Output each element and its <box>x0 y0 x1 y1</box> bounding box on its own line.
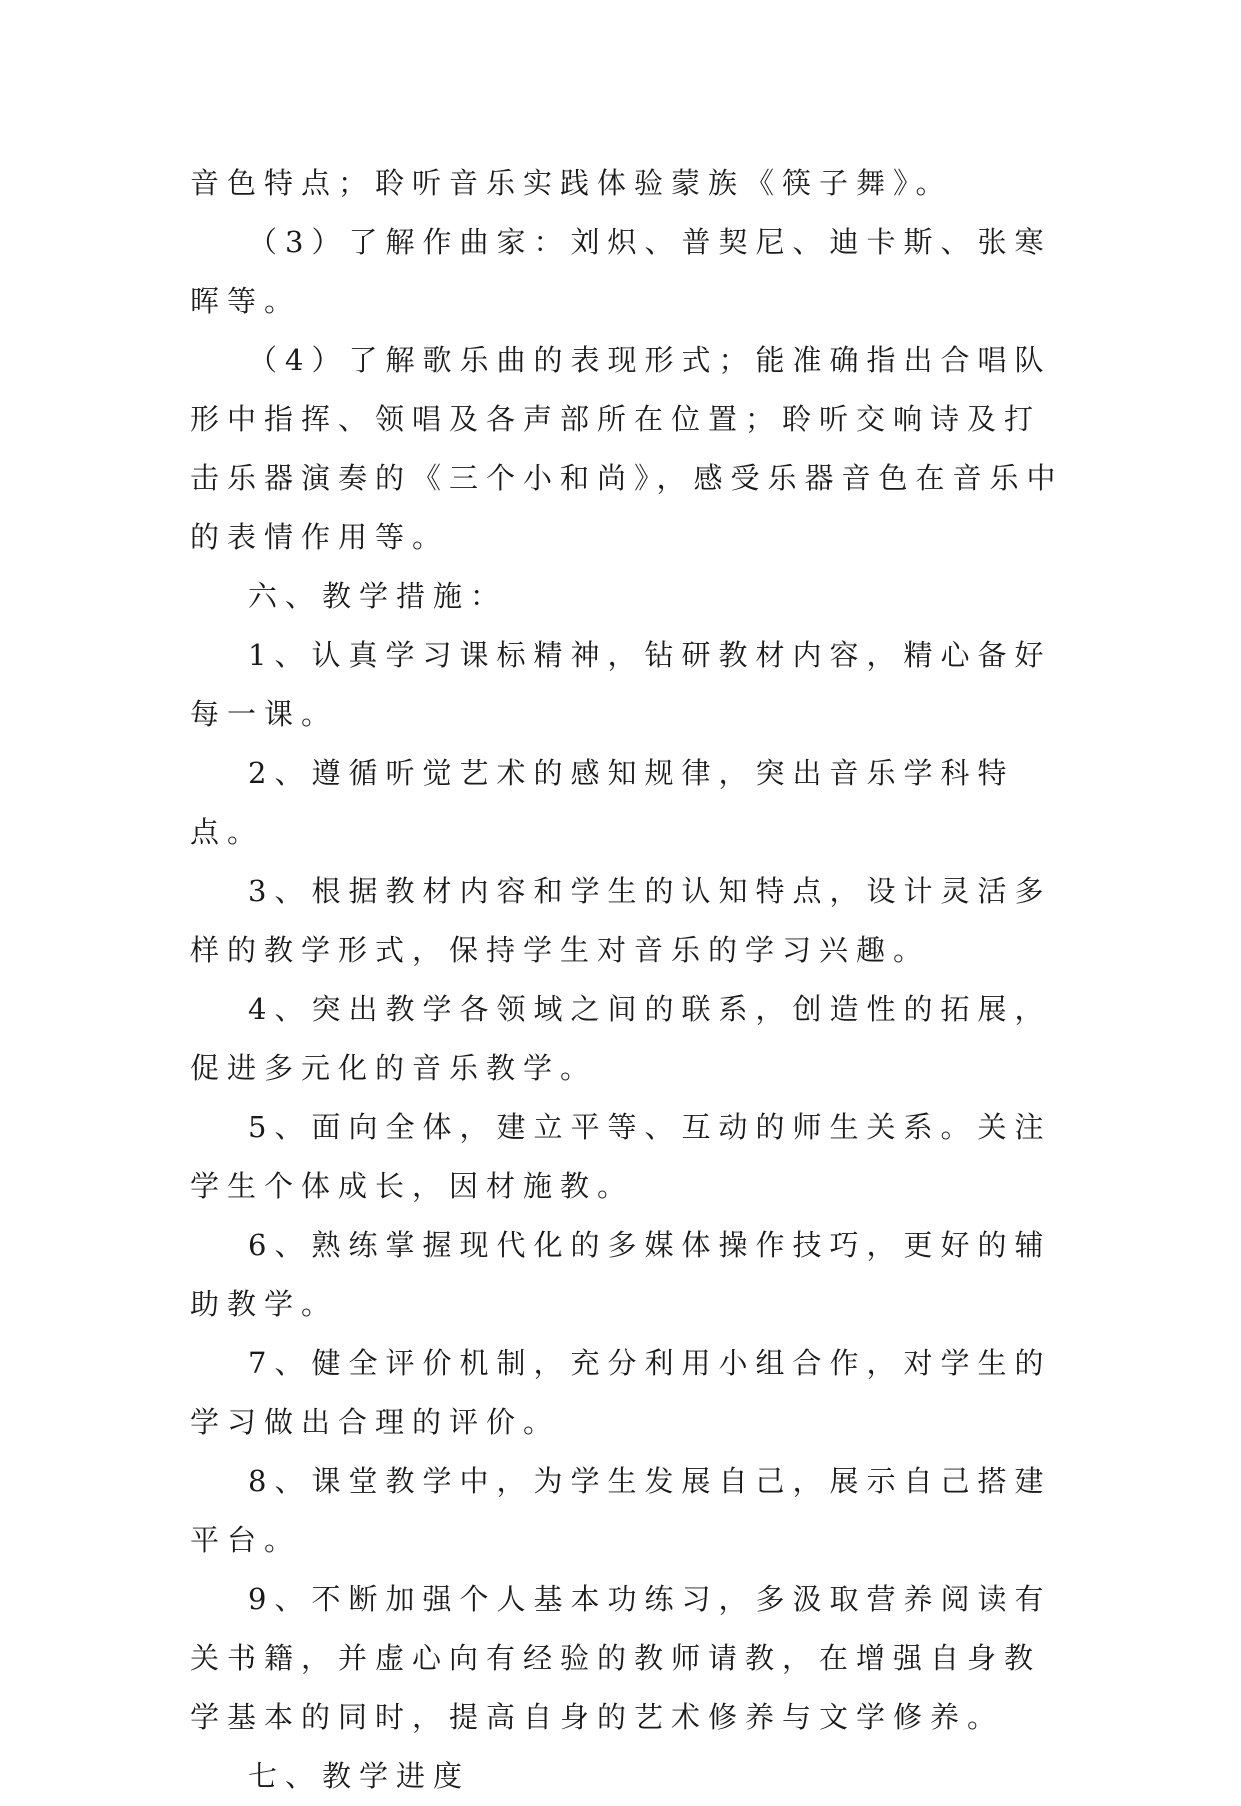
section-heading-measures: 六、教学措施： <box>248 579 508 613</box>
measure-item-5: 5、面向全体，建立平等、互动的师生关系。关注学生个体成长，因材施教。 <box>190 1110 1052 1203</box>
paragraph-composers: （3）了解作曲家：刘炽、普契尼、迪卡斯、张寒晖等。 <box>190 225 1052 318</box>
paragraph-continuation: 音色特点；聆听音乐实践体验蒙族《筷子舞》。 <box>190 166 953 200</box>
measure-item-1: 1、认真学习课标精神，钻研教材内容，精心备好每一课。 <box>190 638 1052 731</box>
measure-item-4: 4、突出教学各领域之间的联系，创造性的拓展，促进多元化的音乐教学。 <box>190 992 1052 1085</box>
measure-item-9: 9、不断加强个人基本功练习，多汲取营养阅读有关书籍，并虚心向有经验的教师请教，在增强自身教学基本的同时，提高自身的艺术修养与文学修养。 <box>190 1582 1052 1734</box>
measure-item-6: 6、熟练掌握现代化的多媒体操作技巧，更好的辅助教学。 <box>190 1228 1052 1321</box>
measure-item-2: 2、遵循听觉艺术的感知规律，突出音乐学科特点。 <box>190 756 1015 849</box>
paragraph-forms: （4）了解歌乐曲的表现形式；能准确指出合唱队形中指挥、领唱及各声部所在位置；聆听交响诗及打击乐器演奏的《三个小和尚》，感受乐器音色在音乐中的表情作用等。 <box>190 343 1064 554</box>
measure-item-3: 3、根据教材内容和学生的认知特点，设计灵活多样的教学形式，保持学生对音乐的学习兴趣。 <box>190 874 1052 967</box>
document-body <box>190 154 1070 1806</box>
section-heading-progress: 七、教学进度 <box>248 1759 471 1793</box>
measure-item-8: 8、课堂教学中，为学生发展自己，展示自己搭建平台。 <box>190 1464 1052 1557</box>
measure-item-7: 7、健全评价机制，充分利用小组合作，对学生的学习做出合理的评价。 <box>190 1346 1052 1439</box>
